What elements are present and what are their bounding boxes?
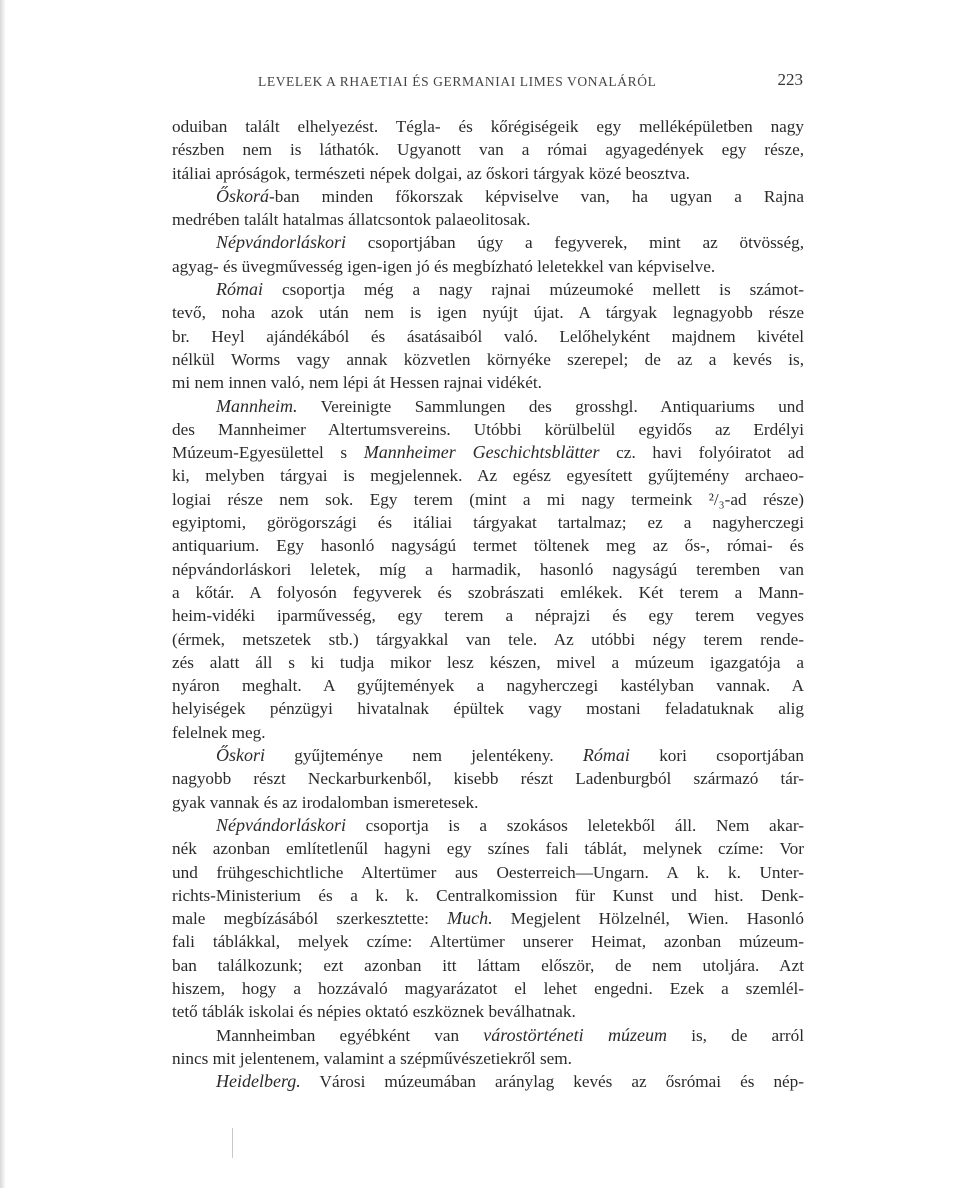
running-title: LEVELEK A RHAETIAI ÉS GERMANIAI LIMES VONALÁRÓL	[258, 74, 657, 89]
text-line	[172, 395, 804, 418]
italic-term: Népvándorláskori	[216, 814, 346, 835]
text-run: male megbízásából szerkesztette:	[172, 909, 448, 929]
text-line	[172, 558, 804, 581]
text-run: agyag- és üvegművesség igen-igen jó és megbízható leletekkel van képviselve.	[172, 256, 716, 276]
text-run: hiszem, hogy a hozzávaló magyarázatot el lehet engedni. Ezek a szemlél-	[172, 978, 804, 998]
text-run: a kőtár. A folyosón fegyverek és szobrászati emlékek. Két terem a Mann-	[172, 582, 804, 602]
text-run: csoportja is a szokásos leletekből áll. Nem akar-	[346, 815, 804, 835]
text-line	[172, 861, 804, 884]
text-run: ban találkozunk; ezt azonban itt láttam először, de nem utoljára. Azt	[172, 955, 804, 975]
text-run: nincs mit jelentenem, valamint a szépművészetiekről sem.	[172, 1048, 572, 1068]
text-line	[172, 674, 804, 697]
text-line	[172, 930, 804, 953]
text-run: részben nem is láthatók. Ugyanott van a római agyagedények egy része,	[172, 140, 804, 160]
text-line	[172, 511, 804, 534]
text-run: medrében talált hatalmas állatcsontok palaeolitosak.	[172, 210, 531, 230]
page-header	[258, 70, 803, 94]
text-line	[172, 581, 804, 604]
text-run: zés alatt áll s ki tudja mikor lesz készen, mivel a múzeum igazgatója a	[172, 652, 804, 672]
text-line	[172, 1000, 804, 1023]
text-line	[172, 884, 804, 907]
text-run: (érmek, metszetek stb.) tárgyakkal van tele. Az utóbbi négy terem rende-	[172, 629, 804, 649]
text-line	[172, 744, 804, 767]
text-line	[172, 115, 804, 138]
text-line	[172, 348, 804, 371]
text-run: tevő, noha azok után nem is igen nyújt újat. A tárgyak legnagyobb része	[172, 303, 804, 323]
text-line	[172, 1024, 804, 1047]
text-run: is, de arról	[667, 1025, 804, 1045]
text-line	[172, 907, 804, 930]
text-run: ki, melyben tárgyai is megjelennek. Az egész egyesített gyűjtemény archaeo-	[172, 466, 804, 486]
text-run: heim-vidéki iparművesség, egy terem a néprajzi és egy terem vegyes	[172, 606, 804, 626]
text-run: nék azonban említetlenűl hagyni egy színes fali táblát, melynek czíme: Vor	[172, 839, 804, 859]
text-line	[172, 488, 804, 511]
text-run: helyiségek pénzügyi hivatalnak épültek vagy mostani feladatuknak alig	[172, 699, 804, 719]
text-run: des Mannheimer Altertumsvereins. Utóbbi körülbelül egyidős az Erdélyi	[172, 419, 804, 439]
italic-term: Mannheim.	[216, 395, 298, 416]
italic-term: Népvándorláskori	[216, 232, 346, 253]
text-line	[172, 697, 804, 720]
text-run: Mannheimban egyébként van	[216, 1025, 484, 1045]
italic-term: Mannheimer Geschichtsblätter	[363, 442, 600, 463]
text-line	[172, 1070, 804, 1093]
text-run: gyűjteménye nem jelentékeny.	[265, 746, 583, 766]
text-run: tető táblák iskolai és népies oktató eszköznek beválhatnak.	[172, 1002, 576, 1022]
text-run: und frühgeschichtliche Altertümer aus Oesterreich—Ungarn. A k. k. Unter-	[172, 862, 804, 882]
page-edge-shadow	[0, 0, 6, 1188]
text-run: itáliai apróságok, természeti népek dolgai, az őskori tárgyak közé beosztva.	[172, 163, 690, 183]
text-run: Megjelent Hölzelnél, Wien. Hasonló	[492, 909, 805, 929]
text-line	[172, 767, 804, 790]
text-line	[172, 208, 804, 231]
text-line	[172, 721, 804, 744]
text-line	[172, 604, 804, 627]
text-line	[172, 185, 804, 208]
text-run: népvándorláskori leletek, míg a harmadik, hasonló nagyságú teremben van	[172, 559, 804, 579]
text-line	[172, 1047, 804, 1070]
text-run: mi nem innen való, nem lépi át Hessen rajnai vidékét.	[172, 373, 542, 393]
text-line	[172, 138, 804, 161]
text-run: richts-Ministerium és a k. k. Centralkomission für Kunst und hist. Denk-	[172, 885, 804, 905]
text-run: nagyobb részt Neckarburkenből, kisebb részt Ladenburgból származó tár-	[172, 769, 804, 789]
italic-term: Római	[582, 745, 630, 766]
italic-term: Őskorá	[216, 185, 269, 206]
text-run: -ban minden főkorszak képviselve van, ha ugyan a Rajna	[269, 186, 804, 206]
text-line	[172, 162, 804, 185]
text-run: Múzeum-Egyesülettel s	[172, 443, 364, 463]
text-run: csoportjában úgy a fegyverek, mint az ötvösség,	[346, 233, 804, 253]
text-line	[172, 954, 804, 977]
text-line	[172, 534, 804, 557]
text-line	[172, 301, 804, 324]
text-run: cz. havi folyóiratot ad	[599, 443, 805, 463]
text-line	[172, 977, 804, 1000]
text-line	[172, 837, 804, 860]
text-run: fali táblákkal, melyek czíme: Altertümer unserer Heimat, azonban múzeum-	[172, 932, 804, 952]
text-line	[172, 231, 804, 254]
text-line	[172, 464, 804, 487]
text-run: egyiptomi, görögországi és itáliai tárgyakat tartalmaz; ez a nagyherczegi	[172, 513, 804, 533]
text-line	[172, 278, 804, 301]
text-run: oduiban talált elhelyezést. Tégla- és kőrégiségeik egy melléképületben nagy	[172, 117, 804, 136]
body-text	[172, 115, 804, 1093]
page-number: 223	[777, 70, 803, 89]
italic-term: várostörténeti múzeum	[483, 1024, 667, 1045]
text-line	[172, 255, 804, 278]
text-run: Vereinigte Sammlungen des grosshgl. Antiquariums und	[297, 396, 804, 416]
text-run: nélkül Worms vagy annak közvetlen környéke szerepel; de az a kevés is,	[172, 349, 804, 369]
text-run: csoportja még a nagy rajnai múzeumoké mellett is számot-	[263, 280, 804, 300]
italic-term: Őskori	[216, 745, 265, 766]
text-run: Városi múzeumában aránylag kevés az ősrómai és nép-	[300, 1072, 804, 1092]
text-run: nyáron meghalt. A gyűjtemények a nagyherczegi kastélyban vannak. A	[172, 676, 804, 696]
text-line	[172, 371, 804, 394]
text-line	[172, 628, 804, 651]
text-line	[172, 651, 804, 674]
text-run: kori csoportjában	[629, 746, 804, 766]
text-line	[172, 325, 804, 348]
text-run: gyak vannak és az irodalomban ismeretesek.	[172, 792, 479, 812]
text-run: logiai része nem sok. Egy terem (mint a mi nagy termeink ²/₃-ad része)	[172, 489, 804, 509]
text-line	[172, 441, 804, 464]
text-line	[172, 418, 804, 441]
italic-term: Római	[216, 279, 263, 300]
italic-term: Much.	[447, 908, 493, 929]
text-line	[172, 791, 804, 814]
text-line	[172, 814, 804, 837]
text-run: br. Heyl ajándékából és ásatásaiból való. Lelőhelyként majdnem kivétel	[172, 326, 804, 346]
paper-mark	[232, 1128, 233, 1158]
text-run: felelnek meg.	[172, 722, 266, 742]
text-run: antiquarium. Egy hasonló nagyságú termet töltenek meg az ős-, római- és	[172, 536, 804, 556]
italic-term: Heidelberg.	[216, 1071, 301, 1092]
